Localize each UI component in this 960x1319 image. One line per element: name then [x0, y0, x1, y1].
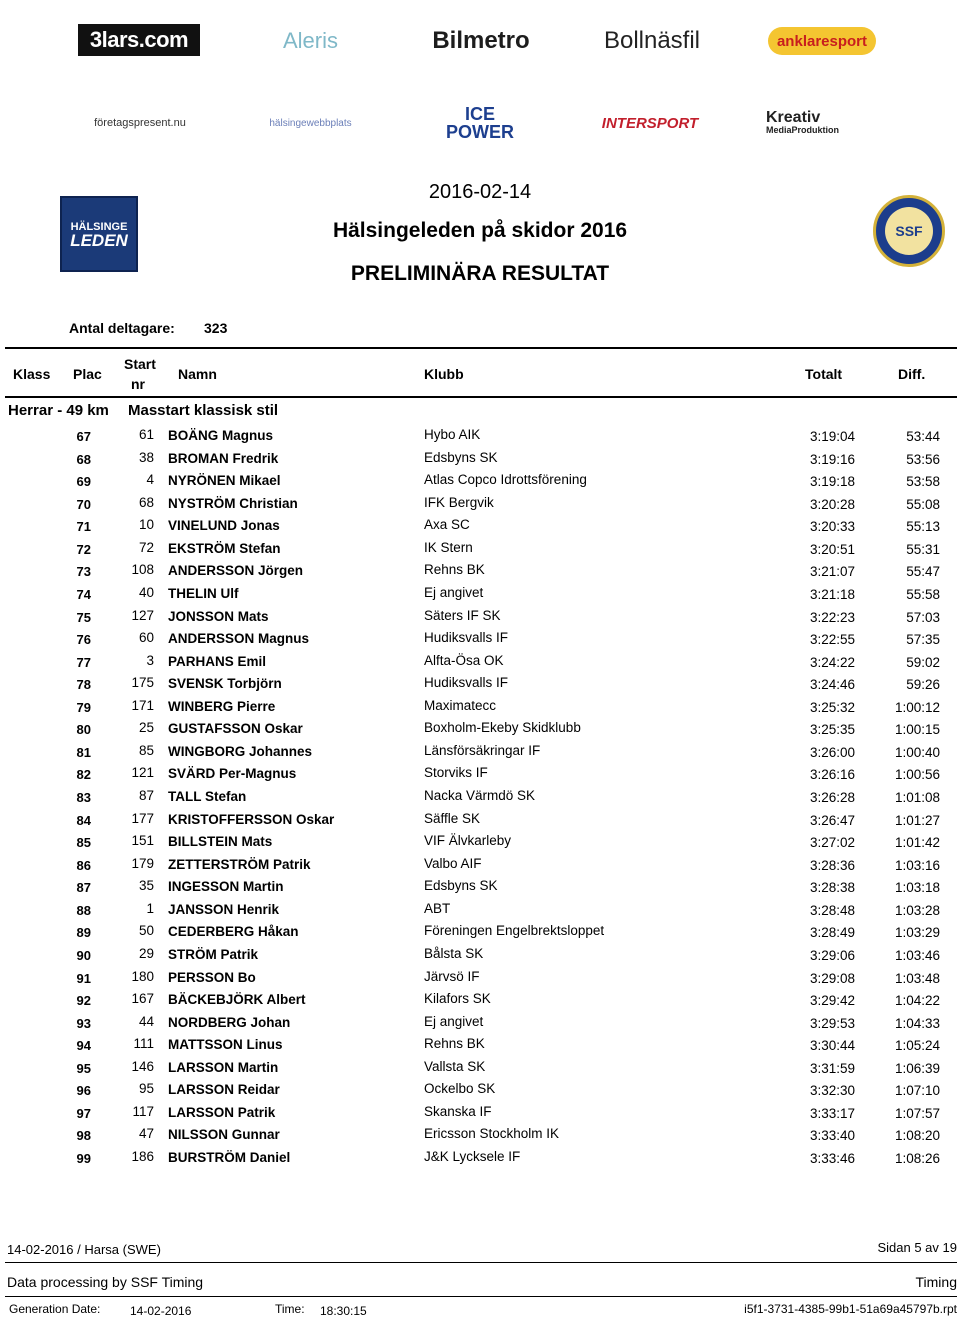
cell-start-nr: 1: [146, 900, 154, 916]
cell-start-nr: 95: [138, 1081, 154, 1097]
table-row: [0, 1124, 960, 1147]
footer-generation-label: Generation Date:: [9, 1302, 101, 1316]
cell-club: IFK Bergvik: [424, 494, 494, 510]
cell-name: WINGBORG Johannes: [168, 743, 313, 759]
cell-diff: 1:00:15: [894, 722, 940, 738]
cell-total: 3:21:07: [809, 564, 855, 580]
cell-start-nr: 167: [131, 991, 154, 1007]
table-row: [0, 651, 960, 674]
table-row: [0, 989, 960, 1012]
table-row: [0, 1147, 960, 1170]
cell-diff: 1:03:46: [894, 947, 940, 963]
cell-name: BILLSTEIN Mats: [168, 834, 273, 850]
cell-plac: 80: [76, 722, 91, 738]
cell-plac: 87: [76, 880, 91, 896]
cell-start-nr: 146: [131, 1058, 154, 1074]
cell-club: Ericsson Stockholm IK: [424, 1126, 560, 1142]
cell-plac: 86: [76, 857, 91, 873]
cell-diff: 1:01:27: [894, 812, 940, 828]
event-date: 2016-02-14: [428, 181, 532, 203]
cell-start-nr: 35: [138, 878, 154, 894]
cell-start-nr: 180: [131, 968, 154, 984]
footer-timing: Timing: [915, 1274, 957, 1290]
cell-name: JONSSON Mats: [168, 608, 269, 624]
cell-club: Axa SC: [424, 517, 470, 533]
cell-name: BURSTRÖM Daniel: [168, 1150, 291, 1165]
table-row: [0, 967, 960, 990]
cell-name: TALL Stefan: [168, 789, 247, 804]
cell-total: 3:19:16: [809, 451, 855, 467]
cell-total: 3:30:44: [809, 1038, 855, 1054]
table-row: [0, 696, 960, 719]
cell-total: 3:28:49: [809, 925, 855, 941]
cell-plac: 94: [76, 1038, 91, 1054]
cell-plac: 92: [76, 993, 91, 1009]
halsingeleden-logo: HÄLSINGE LEDEN: [60, 196, 138, 272]
cell-club: Rehns BK: [424, 562, 485, 578]
cell-start-nr: 108: [131, 562, 154, 578]
header-top-rule: [5, 347, 957, 349]
cell-club: Hybo AIK: [424, 427, 481, 442]
cell-name: JANSSON Henrik: [168, 901, 280, 917]
ssf-logo-inner: SSF: [885, 207, 933, 255]
cell-plac: 93: [76, 1015, 91, 1031]
footer-date-location: 14-02-2016 / Harsa (SWE): [7, 1242, 161, 1257]
cell-plac: 97: [76, 1105, 91, 1121]
cell-total: 3:33:46: [809, 1151, 855, 1166]
cell-diff: 57:03: [906, 609, 940, 625]
cell-club: Hudiksvalls IF: [424, 630, 509, 646]
cell-start-nr: 171: [131, 697, 154, 713]
cell-name: LARSSON Patrik: [168, 1104, 276, 1120]
cell-club: J&K Lycksele IF: [424, 1149, 521, 1164]
table-row: [0, 944, 960, 967]
cell-plac: 73: [76, 564, 91, 580]
cell-diff: 53:44: [906, 429, 940, 444]
cell-club: VIF Älvkarleby: [424, 833, 512, 849]
cell-name: BÄCKEBJÖRK Albert: [168, 992, 306, 1008]
cell-total: 3:28:48: [809, 902, 855, 918]
cell-name: KRISTOFFERSSON Oskar: [168, 811, 335, 827]
cell-total: 3:26:28: [809, 790, 855, 805]
table-row: [0, 583, 960, 606]
cell-start-nr: 121: [131, 765, 154, 781]
cell-club: Maximatecc: [424, 697, 497, 713]
cell-start-nr: 47: [138, 1126, 154, 1142]
cell-club: Valbo AIF: [424, 855, 482, 871]
sponsor-logo-bollnasfil: Bollnäsfil: [603, 27, 701, 54]
col-header-diff: Diff.: [898, 366, 926, 382]
participants-count: 323: [204, 320, 228, 336]
cell-name: LARSSON Martin: [168, 1059, 279, 1075]
cell-name: THELIN Ulf: [168, 585, 239, 601]
cell-diff: 1:03:18: [894, 880, 940, 896]
cell-name: STRÖM Patrik: [168, 946, 259, 962]
cell-start-nr: 127: [131, 607, 154, 623]
cell-plac: 88: [76, 902, 91, 918]
cell-diff: 1:03:48: [894, 970, 940, 986]
table-row: [0, 809, 960, 832]
table-row: [0, 470, 960, 493]
cell-diff: 57:35: [906, 632, 940, 648]
cell-plac: 89: [76, 925, 91, 941]
cell-total: 3:26:47: [809, 812, 855, 828]
table-row: [0, 786, 960, 809]
cell-plac: 90: [76, 947, 91, 963]
cell-name: SVÄRD Per-Magnus: [168, 766, 297, 782]
table-row: [0, 763, 960, 786]
section-class: Herrar - 49 km: [8, 402, 109, 419]
cell-name: GUSTAFSSON Oskar: [168, 721, 303, 737]
cell-club: Rehns BK: [424, 1036, 485, 1052]
cell-plac: 98: [76, 1128, 91, 1144]
cell-diff: 55:47: [906, 564, 940, 580]
cell-plac: 77: [76, 654, 91, 670]
table-row: [0, 448, 960, 471]
cell-name: INGESSON Martin: [168, 879, 284, 895]
cell-diff: 1:00:40: [894, 744, 940, 760]
cell-start-nr: 87: [138, 788, 154, 803]
table-row: [0, 425, 960, 448]
cell-name: EKSTRÖM Stefan: [168, 540, 281, 556]
cell-club: Föreningen Engelbrektsloppet: [424, 923, 605, 939]
cell-plac: 83: [76, 790, 91, 805]
table-row: [0, 493, 960, 516]
cell-club: ABT: [424, 900, 451, 916]
cell-diff: 1:07:57: [894, 1105, 940, 1121]
col-header-namn: Namn: [178, 366, 217, 382]
cell-total: 3:25:35: [809, 722, 855, 738]
cell-plac: 95: [76, 1060, 91, 1076]
cell-club: Edsbyns SK: [424, 878, 498, 894]
cell-diff: 59:26: [906, 677, 940, 693]
cell-diff: 1:03:16: [894, 857, 940, 873]
table-row: [0, 673, 960, 696]
cell-diff: 1:06:39: [894, 1060, 940, 1076]
cell-name: PERSSON Bo: [168, 969, 256, 985]
cell-name: PARHANS Emil: [168, 653, 267, 669]
cell-start-nr: 60: [138, 630, 154, 646]
cell-total: 3:27:02: [809, 835, 855, 851]
sponsor-logo-bilmetro: Bilmetro: [432, 27, 530, 54]
cell-plac: 79: [76, 699, 91, 715]
cell-club: Kilafors SK: [424, 991, 491, 1007]
table-row: [0, 515, 960, 538]
table-row: [0, 1102, 960, 1125]
cell-club: Ej angivet: [424, 584, 484, 600]
cell-club: Länsförsäkringar IF: [424, 742, 541, 758]
cell-plac: 67: [76, 429, 91, 444]
results-table: [0, 425, 960, 1170]
cell-plac: 72: [76, 541, 91, 557]
cell-name: BROMAN Fredrik: [168, 450, 279, 466]
cell-club: Ej angivet: [424, 1013, 484, 1029]
cell-plac: 96: [76, 1083, 91, 1099]
cell-plac: 68: [76, 451, 91, 467]
table-row: [0, 606, 960, 629]
cell-start-nr: 117: [132, 1103, 154, 1119]
cell-plac: 78: [76, 677, 91, 693]
footer-time-label: Time:: [275, 1302, 305, 1316]
cell-total: 3:19:18: [809, 474, 855, 490]
col-header-totalt: Totalt: [805, 366, 843, 382]
cell-diff: 1:08:20: [894, 1128, 940, 1144]
cell-diff: 53:56: [906, 451, 940, 467]
cell-total: 3:28:38: [809, 880, 855, 896]
cell-plac: 71: [76, 519, 91, 535]
header-bottom-rule: [5, 396, 957, 398]
table-row: [0, 1057, 960, 1080]
cell-plac: 76: [76, 632, 91, 648]
cell-total: 3:29:08: [809, 970, 855, 986]
cell-start-nr: 25: [138, 720, 154, 736]
cell-total: 3:26:16: [809, 767, 855, 783]
cell-plac: 74: [76, 586, 91, 602]
cell-total: 3:26:00: [809, 744, 855, 760]
table-row: [0, 718, 960, 741]
cell-start-nr: 10: [138, 517, 154, 533]
table-row: [0, 538, 960, 561]
cell-start-nr: 179: [131, 855, 154, 871]
cell-diff: 55:31: [906, 541, 940, 557]
cell-name: ZETTERSTRÖM Patrik: [168, 856, 311, 872]
event-title: Hälsingeleden på skidor 2016: [332, 219, 628, 242]
table-row: [0, 921, 960, 944]
cell-diff: 1:08:26: [894, 1151, 940, 1166]
cell-diff: 55:08: [906, 496, 940, 512]
cell-club: Storviks IF: [424, 765, 488, 781]
cell-club: Järvsö IF: [424, 968, 480, 984]
sponsor-logo-aleris: Aleris: [282, 28, 338, 53]
cell-club: Atlas Copco Idrottsförening: [424, 472, 587, 488]
cell-plac: 84: [76, 812, 91, 828]
cell-total: 3:29:42: [809, 993, 855, 1009]
cell-club: Ockelbo SK: [424, 1081, 496, 1097]
cell-plac: 81: [76, 744, 91, 760]
cell-total: 3:20:51: [809, 541, 855, 557]
cell-name: LARSSON Reidar: [168, 1082, 280, 1098]
footer-time-value: 18:30:15: [320, 1304, 367, 1318]
sponsor-logo-3lars: 3lars.com: [78, 24, 200, 56]
cell-total: 3:20:28: [809, 496, 855, 512]
cell-diff: 55:13: [906, 519, 940, 535]
sponsor-logo-intersport: INTERSPORT: [601, 114, 699, 132]
cell-name: NYSTRÖM Christian: [168, 495, 298, 511]
cell-name: SVENSK Torbjörn: [168, 676, 282, 692]
cell-diff: 59:02: [906, 654, 940, 670]
cell-total: 3:22:55: [809, 632, 855, 648]
footer-generation-date: 14-02-2016: [130, 1304, 192, 1318]
cell-plac: 82: [76, 767, 91, 783]
cell-name: MATTSSON Linus: [168, 1037, 283, 1053]
cell-name: NILSSON Gunnar: [168, 1127, 280, 1143]
cell-diff: 1:00:56: [894, 767, 940, 783]
result-title: PRELIMINÄRA RESULTAT: [350, 262, 610, 285]
cell-total: 3:31:59: [809, 1060, 855, 1076]
cell-diff: 1:01:08: [894, 790, 940, 805]
cell-name: NYRÖNEN Mikael: [168, 473, 281, 489]
table-row: [0, 854, 960, 877]
cell-start-nr: 50: [138, 923, 154, 939]
footer-rule-1: [5, 1262, 957, 1263]
cell-diff: 55:58: [906, 586, 940, 602]
cell-diff: 53:58: [906, 474, 940, 490]
cell-diff: 1:07:10: [894, 1083, 940, 1099]
sponsor-logo-anklaresport: anklaresport: [768, 27, 876, 55]
cell-total: 3:21:18: [809, 586, 855, 602]
cell-club: Edsbyns SK: [424, 449, 498, 465]
footer-processing: Data processing by SSF Timing: [7, 1274, 204, 1290]
cell-total: 3:33:17: [809, 1105, 855, 1121]
cell-start-nr: 61: [138, 427, 154, 442]
col-header-klass: Klass: [13, 366, 51, 382]
sponsor-logo-kreativ: Kreativ MediaProduktion: [766, 109, 840, 135]
table-row: [0, 876, 960, 899]
table-row: [0, 831, 960, 854]
cell-name: VINELUND Jonas: [168, 518, 280, 534]
cell-club: Skanska IF: [424, 1103, 492, 1119]
table-row: [0, 1012, 960, 1035]
cell-start-nr: 44: [138, 1013, 154, 1029]
cell-club: IK Stern: [424, 539, 473, 555]
cell-name: NORDBERG Johan: [168, 1014, 291, 1030]
table-row: [0, 1079, 960, 1102]
cell-start-nr: 4: [146, 472, 154, 488]
cell-club: Alfta-Ösa OK: [424, 652, 504, 668]
cell-plac: 91: [76, 970, 91, 986]
cell-start-nr: 186: [131, 1149, 154, 1164]
table-row: [0, 899, 960, 922]
cell-start-nr: 111: [133, 1036, 154, 1052]
cell-name: WINBERG Pierre: [168, 698, 276, 714]
footer-page: Sidan 5 av 19: [877, 1240, 957, 1255]
table-row: [0, 741, 960, 764]
cell-total: 3:33:40: [809, 1128, 855, 1144]
cell-club: Säffle SK: [424, 810, 481, 826]
cell-start-nr: 29: [138, 945, 154, 961]
table-row: [0, 560, 960, 583]
sponsor-logo-halsinge: hälsingewebbplats: [269, 117, 352, 129]
cell-start-nr: 72: [138, 539, 154, 555]
cell-diff: 1:04:33: [894, 1015, 940, 1031]
cell-plac: 69: [76, 474, 91, 490]
cell-start-nr: 3: [146, 652, 154, 668]
cell-club: Bålsta SK: [424, 945, 484, 961]
cell-name: CEDERBERG Håkan: [168, 924, 299, 940]
cell-name: BOÄNG Magnus: [168, 428, 274, 443]
cell-name: ANDERSSON Jörgen: [168, 563, 304, 579]
cell-start-nr: 151: [131, 833, 154, 849]
cell-start-nr: 177: [131, 810, 154, 826]
cell-total: 3:29:53: [809, 1015, 855, 1031]
cell-club: Boxholm-Ekeby Skidklubb: [424, 720, 581, 736]
cell-start-nr: 68: [138, 494, 154, 510]
cell-total: 3:32:30: [809, 1083, 855, 1099]
cell-start-nr: 40: [138, 584, 154, 600]
section-description: Masstart klassisk stil: [128, 402, 279, 419]
col-header-start: Start: [124, 356, 156, 372]
sponsor-logo-icepower: ICE POWER: [445, 104, 514, 142]
table-row: [0, 1034, 960, 1057]
cell-plac: 70: [76, 496, 91, 512]
cell-diff: 1:04:22: [894, 993, 940, 1009]
col-header-nr: nr: [131, 376, 145, 392]
cell-start-nr: 38: [138, 449, 154, 465]
cell-diff: 1:03:28: [894, 902, 940, 918]
cell-diff: 1:01:42: [894, 835, 940, 851]
cell-plac: 99: [76, 1151, 91, 1166]
cell-club: Vallsta SK: [424, 1058, 486, 1074]
cell-start-nr: 175: [131, 675, 154, 691]
sponsor-logo-foretagspresent: företagspresent.nu: [94, 117, 186, 129]
cell-club: Säters IF SK: [424, 607, 501, 623]
cell-diff: 1:05:24: [894, 1038, 940, 1054]
cell-total: 3:28:36: [809, 857, 855, 873]
cell-total: 3:24:46: [809, 677, 855, 693]
cell-club: Nacka Värmdö SK: [424, 788, 536, 803]
cell-diff: 1:00:12: [894, 699, 940, 715]
cell-diff: 1:03:29: [894, 925, 940, 941]
cell-name: ANDERSSON Magnus: [168, 631, 310, 647]
cell-total: 3:20:33: [809, 519, 855, 535]
cell-total: 3:22:23: [809, 609, 855, 625]
table-row: [0, 628, 960, 651]
participants-label: Antal deltagare:: [69, 320, 175, 336]
cell-plac: 75: [76, 609, 91, 625]
cell-club: Hudiksvalls IF: [424, 675, 509, 691]
footer-rule-2: [5, 1296, 957, 1297]
cell-plac: 85: [76, 835, 91, 851]
col-header-klubb: Klubb: [424, 366, 464, 382]
footer-report-id: i5f1-3731-4385-99b1-51a69a45797b.rpt: [744, 1302, 957, 1316]
cell-start-nr: 85: [138, 742, 154, 758]
cell-total: 3:25:32: [809, 699, 855, 715]
col-header-plac: Plac: [73, 366, 102, 382]
cell-total: 3:29:06: [809, 947, 855, 963]
cell-total: 3:19:04: [809, 429, 855, 444]
cell-total: 3:24:22: [809, 654, 855, 670]
